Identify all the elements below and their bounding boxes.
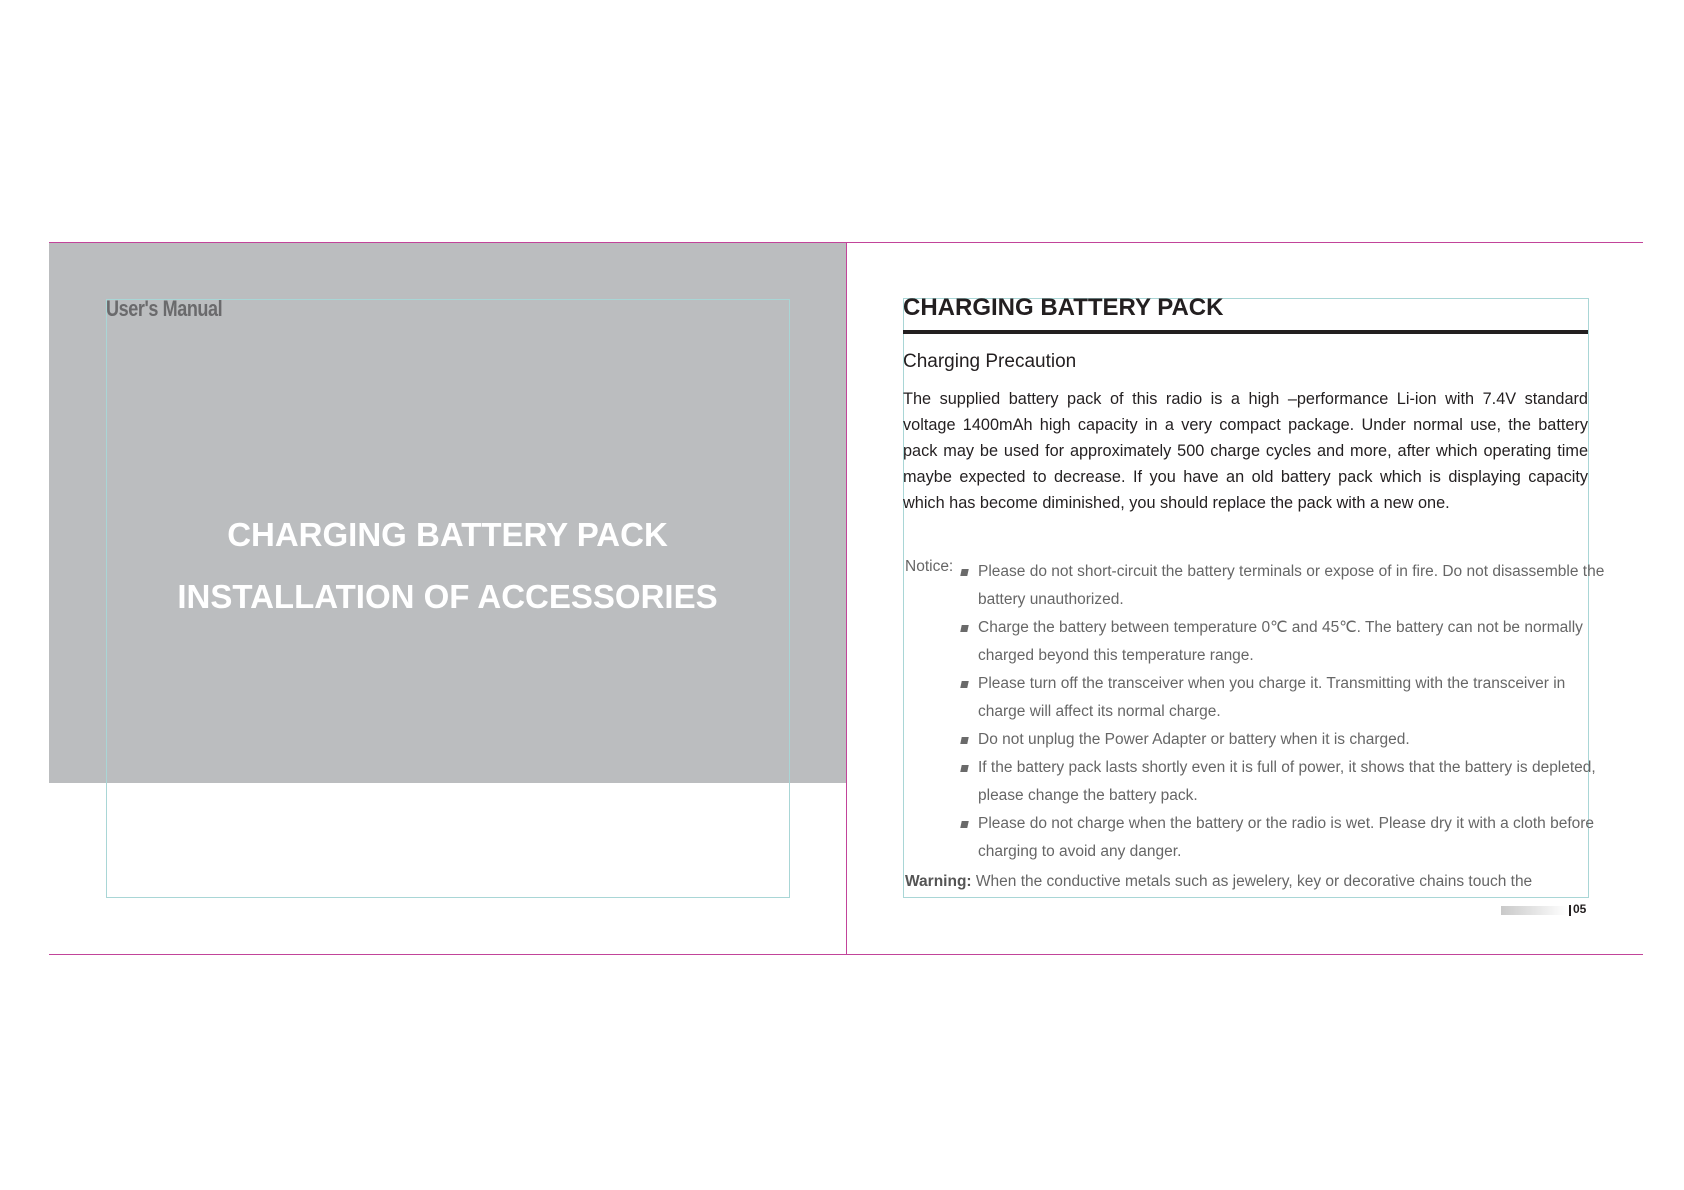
notice-text: Do not unplug the Power Adapter or battery when it is charged. xyxy=(978,731,1410,748)
notice-label: Notice: xyxy=(905,558,954,575)
list-item xyxy=(960,726,1605,754)
section-subtitle: Charging Precaution xyxy=(903,351,1077,372)
list-item xyxy=(960,614,1605,670)
page-number-tick xyxy=(1569,905,1571,916)
cover-title-accessories: INSTALLATION OF ACCESSORIES xyxy=(177,578,718,615)
warning-text: When the conductive metals such as jewelery, key or decorative chains touch the xyxy=(975,873,1533,890)
warning-line xyxy=(905,873,1532,891)
manual-header-label: User's Manual xyxy=(106,296,223,321)
title-rule xyxy=(903,330,1588,334)
page-number: 05 xyxy=(1573,902,1587,916)
bullet-square-icon xyxy=(960,737,968,744)
notice-text: Please do not short-circuit the battery terminals or expose of in fire. Do not disassemble the battery unauthorized. xyxy=(978,563,1605,608)
section-title: CHARGING BATTERY PACK xyxy=(903,294,1224,321)
cover-title-charging: CHARGING BATTERY PACK xyxy=(227,516,668,553)
bullet-square-icon xyxy=(960,681,968,688)
list-item xyxy=(960,558,1605,614)
bullet-square-icon xyxy=(960,765,968,772)
list-item xyxy=(960,810,1605,866)
list-item xyxy=(960,670,1605,726)
notice-text: If the battery pack lasts shortly even it is full of power, it shows that the battery is depleted, please change the battery pack. xyxy=(978,759,1596,804)
bullet-square-icon xyxy=(960,569,968,576)
notice-list xyxy=(960,558,1605,866)
warning-label: Warning: xyxy=(905,873,972,890)
precaution-paragraph: The supplied battery pack of this radio is a high –performance Li-ion with 7.4V standard voltage 1400mAh high capacity in a very compact package. Under normal use, the battery pack may be used for approximately 500 charge cycles and more, after which operating time maybe expected to decrease. If you have an old battery pack which is displaying capacity which has become diminished, you should replace the pack with a new one. xyxy=(903,390,1588,512)
center-fold-line xyxy=(846,242,847,955)
list-item xyxy=(960,754,1605,810)
bullet-square-icon xyxy=(960,821,968,828)
bullet-square-icon xyxy=(960,625,968,632)
page-number-bar xyxy=(1501,906,1567,915)
notice-text: Please turn off the transceiver when you charge it. Transmitting with the transceiver in charge will affect its normal charge. xyxy=(978,675,1566,720)
notice-text: Charge the battery between temperature 0℃ and 45℃. The battery can not be normally charged beyond this temperature range. xyxy=(978,619,1583,664)
notice-text: Please do not charge when the battery or the radio is wet. Please dry it with a cloth before charging to avoid any danger. xyxy=(978,815,1595,860)
